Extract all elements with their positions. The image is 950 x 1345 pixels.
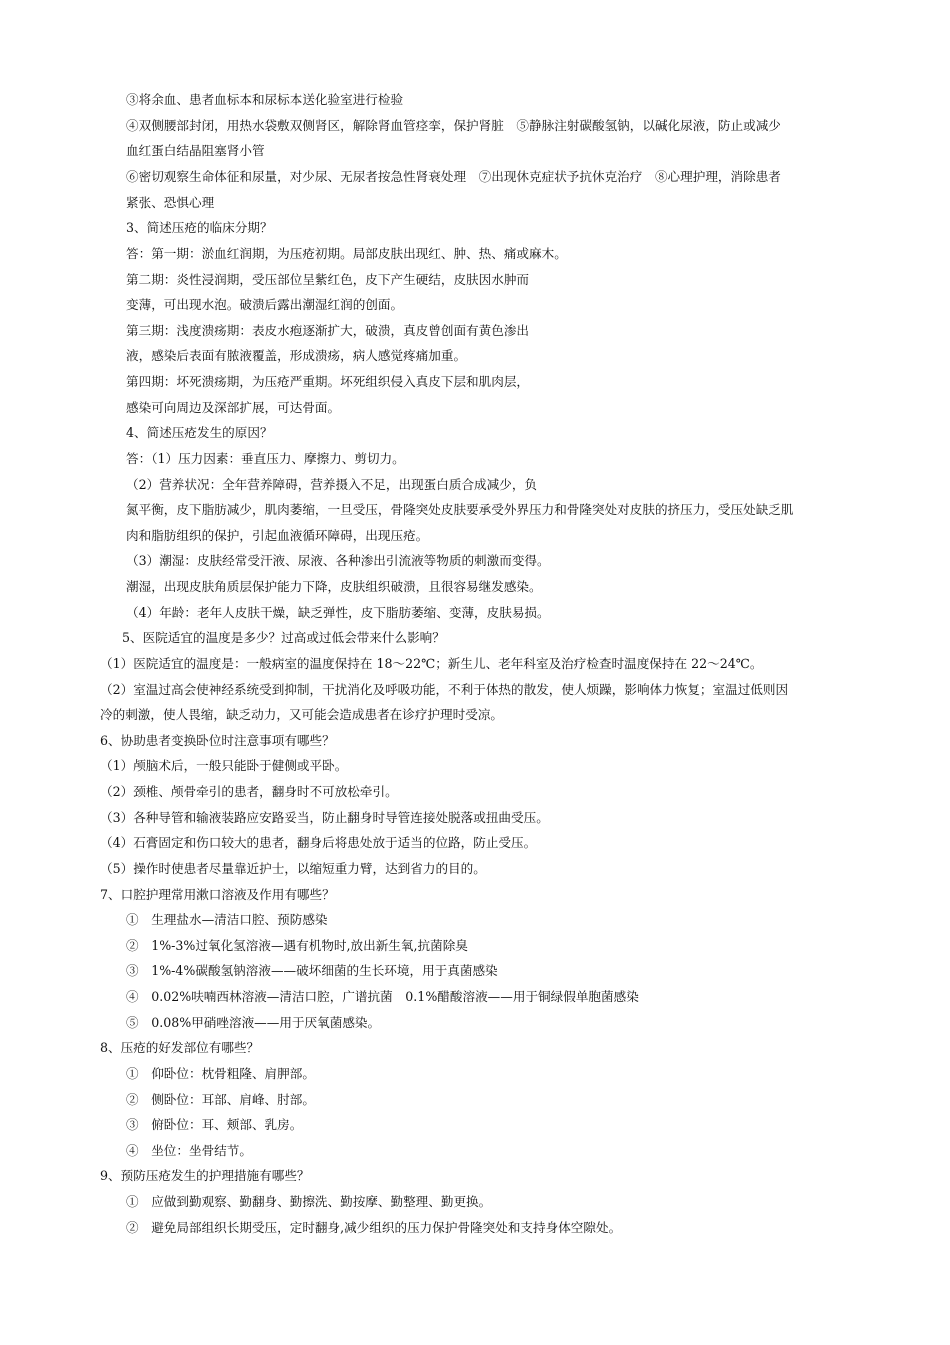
text-line: （4）石膏固定和伤口较大的患者，翻身后将患处放于适当的位路，防止受压。	[100, 835, 537, 850]
list-item: ① 仰卧位：枕骨粗隆、肩胛部。	[126, 1066, 315, 1081]
question-heading: 8、压疮的好发部位有哪些？	[100, 1040, 260, 1055]
text-line: 感染可向周边及深部扩展，可达骨面。	[126, 400, 341, 415]
text-line: 潮湿，出现皮肤角质层保护能力下降，皮肤组织破溃，且很容易继发感染。	[126, 579, 542, 594]
text-line: 紧张、恐惧心理	[126, 195, 215, 210]
text-line: （2）颈椎、颅骨牵引的患者，翻身时不可放松牵引。	[100, 784, 398, 799]
text-line: （5）操作时使患者尽量靠近护士，以缩短重力臂，达到省力的目的。	[100, 861, 486, 876]
list-item: ① 生理盐水—清洁口腔、预防感染	[126, 912, 328, 927]
list-item: ① 应做到勤观察、勤翻身、勤擦洗、勤按摩、勤整理、勤更换。	[126, 1194, 492, 1209]
question-heading: 6、协助患者变换卧位时注意事项有哪些？	[100, 733, 335, 748]
text-line: 血红蛋白结晶阻塞肾小管	[126, 143, 265, 158]
text-line: （1）颅脑术后，一般只能卧于健侧或平卧。	[100, 758, 348, 773]
text-line: 第四期：坏死溃疡期，为压疮严重期。坏死组织侵入真皮下层和肌肉层，	[126, 374, 529, 389]
list-item: ③ 1%-4%碳酸氢钠溶液——破坏细菌的生长环境，用于真菌感染	[126, 963, 498, 978]
text-line: （1）医院适宜的温度是：一般病室的温度保持在 18～22℃；新生儿、老年科室及治疗检查时温度保持在 22～24℃。	[100, 656, 763, 671]
list-item: ② 避免局部组织长期受压，定时翻身,减少组织的压力保护骨隆突处和支持身体空隙处。	[126, 1220, 622, 1235]
question-heading: 7、口腔护理常用漱口溶液及作用有哪些？	[100, 887, 335, 902]
text-line: 肉和脂肪组织的保护，引起血液循环障碍，出现压疮。	[126, 528, 429, 543]
text-line: ④双侧腰部封闭，用热水袋敷双侧肾区，解除肾血管痉挛，保护肾脏 ⑤静脉注射碳酸氢钠，以碱化尿液，防止或减少	[126, 118, 781, 133]
text-line: 答：（1）压力因素：垂直压力、摩擦力、剪切力。	[126, 451, 405, 466]
question-heading: 5、医院适宜的温度是多少？过高或过低会带来什么影响？	[122, 630, 445, 645]
text-line: 氮平衡，皮下脂肪减少，肌肉萎缩，一旦受压，骨隆突处皮肤要承受外界压力和骨隆突处对皮肤的挤压力，受压处缺乏肌	[126, 502, 794, 517]
list-item: ② 1%-3%过氧化氢溶液—遇有机物时,放出新生氧,抗菌除臭	[126, 938, 468, 953]
text-line: 第二期：炎性浸润期，受压部位呈紫红色，皮下产生硬结，皮肤因水肿而	[126, 272, 529, 287]
text-line: （2）室温过高会使神经系统受到抑制，干扰消化及呼吸功能，不利于体热的散发，使人烦躁，影响体力恢复；室温过低则因	[100, 682, 789, 697]
text-line: （3）各种导管和输液装路应安路妥当，防止翻身时导管连接处脱落或扭曲受压。	[100, 810, 549, 825]
text-line: （2）营养状况：全年营养障碍，营养摄入不足，出现蛋白质合成减少，负	[126, 477, 538, 492]
text-line: ⑥密切观察生命体征和尿量，对少尿、无尿者按急性肾衰处理 ⑦出现休克症状予抗休克治疗 ⑧心理护理，消除患者	[126, 169, 781, 184]
list-item: ② 侧卧位：耳部、肩峰、肘部。	[126, 1092, 315, 1107]
text-line: 冷的刺激，使人畏缩，缺乏动力，又可能会造成患者在诊疗护理时受凉。	[100, 707, 503, 722]
question-heading: 4、简述压疮发生的原因？	[126, 425, 273, 440]
question-heading: 9、预防压疮发生的护理措施有哪些？	[100, 1168, 310, 1183]
list-item: ④ 坐位：坐骨结节。	[126, 1143, 252, 1158]
text-line: （4）年龄：老年人皮肤干燥，缺乏弹性，皮下脂肪萎缩、变薄，皮肤易损。	[126, 605, 550, 620]
list-item: ⑤ 0.08%甲硝唑溶液——用于厌氧菌感染。	[126, 1015, 381, 1030]
text-line: ③将余血、患者血标本和尿标本送化验室进行检验	[126, 92, 404, 107]
list-item: ③ 俯卧位：耳、颊部、乳房。	[126, 1117, 303, 1132]
list-item: ④ 0.02%呋喃西林溶液—清洁口腔，广谱抗菌 0.1%醋酸溶液——用于铜绿假单胞菌感染	[126, 989, 639, 1004]
text-line: 答：第一期：淤血红润期，为压疮初期。局部皮肤出现红、肿、热、痛或麻木。	[126, 246, 567, 261]
text-line: 液，感染后表面有脓液覆盖，形成溃疡，病人感觉疼痛加重。	[126, 348, 467, 363]
text-line: （3）潮湿：皮肤经常受汗液、尿液、各种渗出引流液等物质的刺激而变得。	[126, 553, 550, 568]
question-heading: 3、简述压疮的临床分期？	[126, 220, 273, 235]
text-line: 变薄，可出现水泡。破溃后露出潮湿红润的创面。	[126, 297, 404, 312]
text-line: 第三期：浅度溃疡期：表皮水疱逐渐扩大，破溃，真皮曾创面有黄色渗出	[126, 323, 529, 338]
